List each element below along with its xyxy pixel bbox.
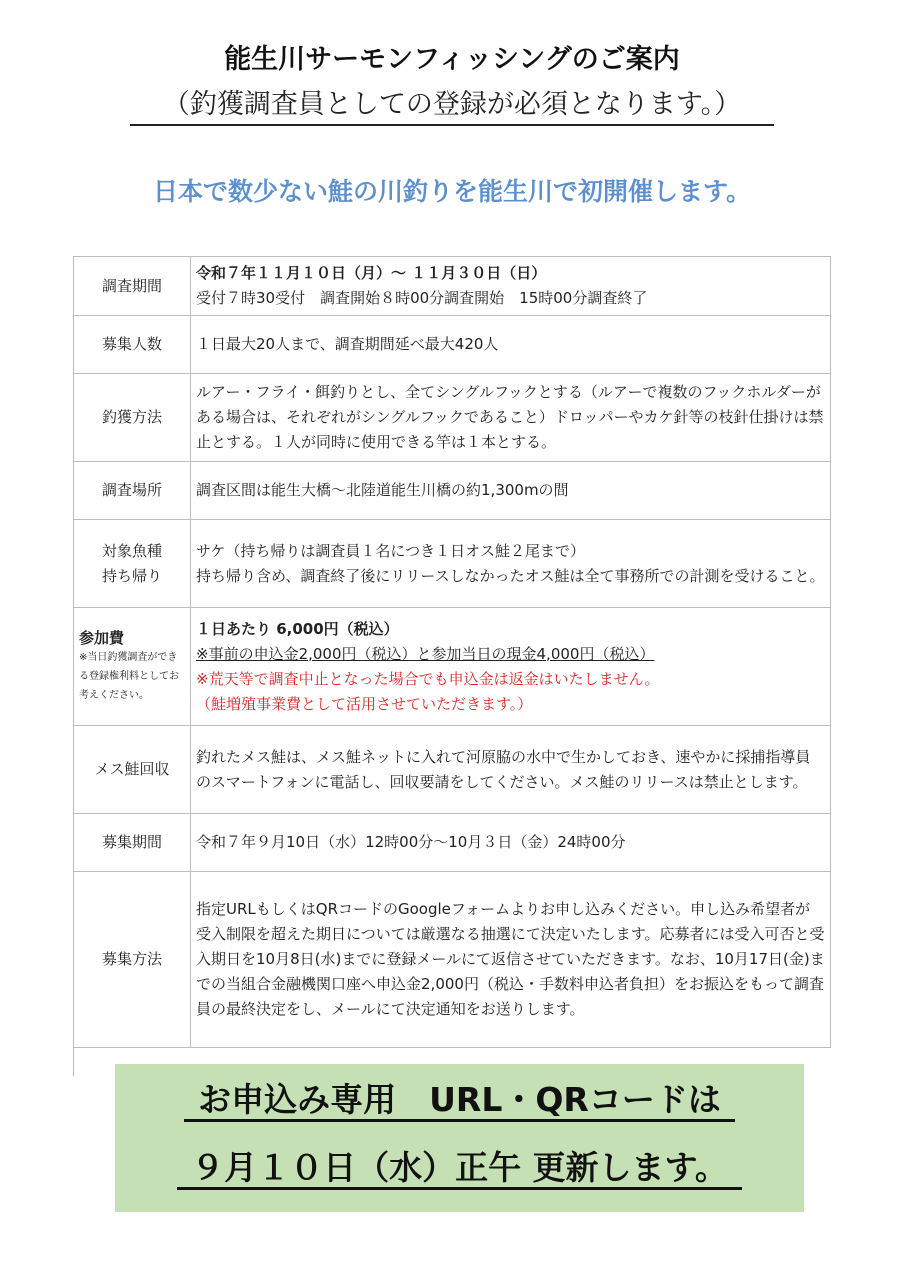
- label-species-line2: 持ち帰り: [101, 566, 162, 585]
- value-capacity: １日最大20人まで、調査期間延べ最大420人: [191, 316, 831, 374]
- row-female: [74, 726, 831, 814]
- label-app-method: 募集方法: [74, 872, 191, 1048]
- value-method: ルアー・フライ・餌釣りとし、全てシングルフックとする（ルアーで複数のフックホルダーがある場合は、それぞれがシングルフックであること）ドロッパーやカケ針等の枝針仕掛けは禁止とする。１人が同時に使用できる竿は１本とする。: [191, 374, 831, 462]
- label-capacity: 募集人数: [74, 316, 191, 374]
- value-app-period: 令和７年９月10日（水）12時00分～10月３日（金）24時00分: [191, 814, 831, 872]
- label-app-period: 募集期間: [74, 814, 191, 872]
- value-app-method: 指定URLもしくはQRコードのGoogleフォームよりお申し込みください。申し込み希望者が受入制限を超えた期日については厳選なる抽選にて決定いたします。応募者には受入可否と受入期日を10月8日(水)までに登録メールにて返信させていただきます。なお、10月17日(金)までの当組合金融機関口座へ申込金2,000円（税込・手数料申込者負担）をお振込をもって調査員の最終決定をし、メールにて決定通知をお送りします。: [191, 872, 831, 1048]
- info-table: [73, 256, 831, 1048]
- application-banner: [115, 1064, 804, 1212]
- fee-title: 参加費: [79, 629, 125, 647]
- species-limit: サケ（持ち帰りは調査員１名につき１日オス鮭２尾まで）: [196, 541, 585, 560]
- row-capacity: [74, 316, 831, 374]
- value-species: [191, 520, 831, 608]
- fee-amount: １日あたり 6,000円（税込）: [196, 619, 399, 638]
- label-species: [74, 520, 191, 608]
- banner-line-1: お申込み専用 URL・QRコードは: [115, 1078, 804, 1122]
- value-female: 釣れたメス鮭は、メス鮭ネットに入れて河原脇の水中で生かしておき、速やかに採捕指導員のスマートフォンに電話し、回収要請をしてください。メス鮭のリリースは禁止とします。: [191, 726, 831, 814]
- fee-usage: （鮭増殖事業費として活用させていただきます。）: [196, 694, 533, 713]
- label-method: 釣獲方法: [74, 374, 191, 462]
- row-app-method: [74, 872, 831, 1048]
- row-method: [74, 374, 831, 462]
- fee-note: ※当日釣獲調査ができる登録権利料としてお考えください。: [79, 652, 179, 701]
- page-title: 能生川サーモンフィッシングのご案内: [224, 44, 680, 75]
- registration-note: （釣獲調査員としての登録が必須となります。）: [130, 86, 774, 126]
- fee-breakdown: ※事前の申込金2,000円（税込）と参加当日の現金4,000円（税込）: [196, 644, 655, 663]
- row-period: [74, 257, 831, 316]
- value-fee: [191, 608, 831, 726]
- row-species: [74, 520, 831, 608]
- row-location: [74, 462, 831, 520]
- species-rules: 持ち帰り含め、調査終了後にリリースしなかったオス鮭は全て事務所での計測を受けること。: [196, 566, 825, 585]
- label-period: 調査期間: [74, 257, 191, 316]
- label-fee: [74, 608, 191, 726]
- fee-no-refund: ※荒天等で調査中止となった場合でも申込金は返金はいたしません。: [196, 669, 660, 688]
- value-period: [191, 257, 831, 316]
- period-dates: 令和７年１１月１０日（月）～ １１月３０日（日）: [196, 264, 547, 282]
- label-female: メス鮭回収: [74, 726, 191, 814]
- table-tail-line: [73, 1046, 74, 1076]
- value-location: 調査区間は能生大橋～北陸道能生川橋の約1,300mの間: [191, 462, 831, 520]
- tagline: 日本で数少ない鮭の川釣りを能生川で初開催します。: [152, 177, 751, 206]
- row-fee: [74, 608, 831, 726]
- banner-line-2: ９月１０日（水）正午 更新します。: [115, 1146, 804, 1190]
- row-app-period: [74, 814, 831, 872]
- label-species-line1: 対象魚種: [101, 541, 162, 560]
- period-times: 受付７時30受付 調査開始８時00分調査開始 15時00分調査終了: [196, 289, 648, 307]
- label-location: 調査場所: [74, 462, 191, 520]
